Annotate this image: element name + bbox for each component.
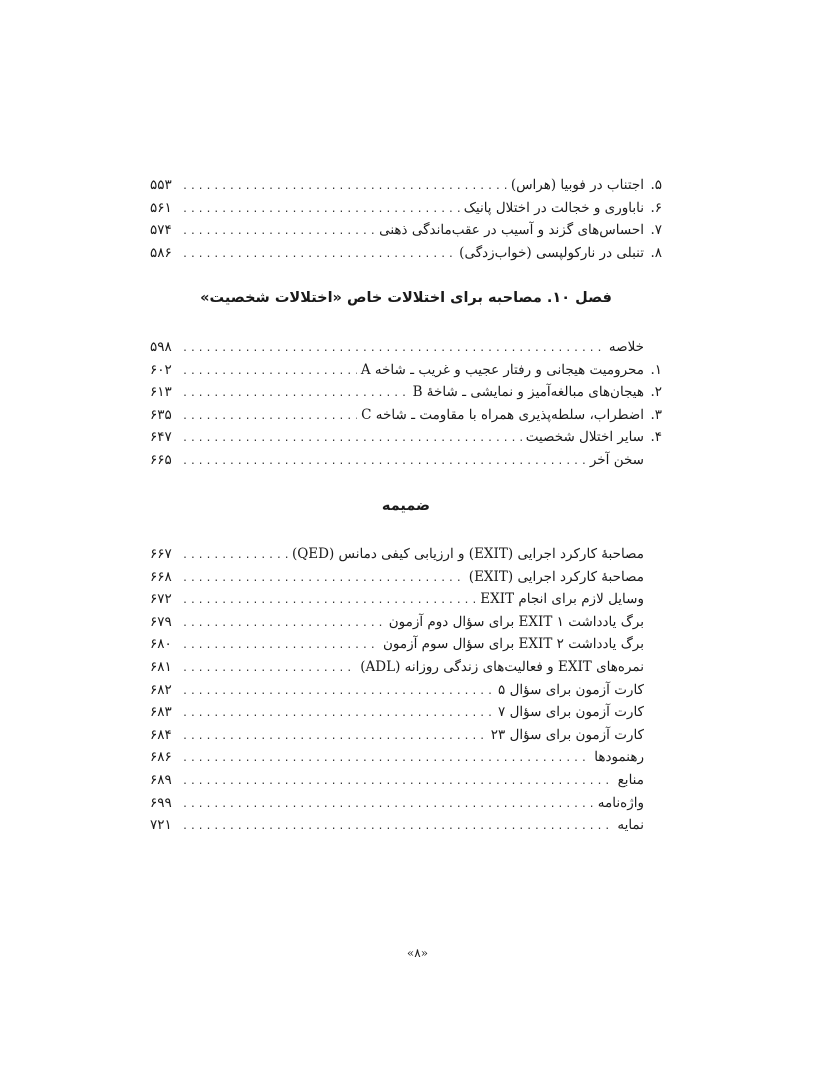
toc-appendix	[150, 543, 662, 837]
toc-entry: رهنمودها ..... ۶۸۶	[150, 746, 662, 769]
toc-entry: سخن آخر ..... ۶۶۵	[150, 449, 662, 472]
toc-chapter-10	[150, 336, 662, 472]
dot-leader	[182, 451, 586, 474]
dot-leader	[182, 545, 288, 568]
toc-entry: نمایه ..... ۷۲۱	[150, 814, 662, 837]
toc-entry: خلاصه ..... ۵۹۸	[150, 336, 662, 359]
toc-entry: ۷. احساس‌های گزند و آسیب در عقب‌ماندگی ذهنی ..... ۵۷۴	[150, 219, 662, 242]
page-number: «۸»	[406, 946, 429, 960]
toc-entry: کارت آزمون برای سؤال ۲۳ ..... ۶۸۴	[150, 724, 662, 747]
dot-leader	[182, 816, 613, 839]
dot-leader	[182, 383, 409, 406]
dot-leader	[182, 635, 379, 658]
dot-leader	[182, 221, 375, 244]
toc-entry: ۴. سایر اختلال شخصیت ..... ۶۴۷	[150, 426, 662, 449]
toc-entry: کارت آزمون برای سؤال ۷ ..... ۶۸۳	[150, 701, 662, 724]
dot-leader	[182, 406, 357, 429]
dot-leader	[182, 176, 507, 199]
dot-leader	[182, 590, 476, 613]
toc-section-top	[150, 174, 662, 264]
toc-entry: ۳. اضطراب، سلطه‌پذیری همراه با مقاومت ـ شاخه C ..... ۶۳۵	[150, 404, 662, 427]
toc-entry: کارت آزمون برای سؤال ۵ ..... ۶۸۲	[150, 679, 662, 702]
dot-leader	[182, 338, 605, 361]
toc-entry: وسایل لازم برای انجام EXIT ..... ۶۷۲	[150, 588, 662, 611]
appendix-heading: ضمیمه	[381, 498, 431, 514]
chapter-heading: فصل ۱۰. مصاحبه برای اختلالات خاص «اختلالات شخصیت»	[200, 290, 612, 306]
dot-leader	[182, 199, 460, 222]
toc-entry: برگ یادداشت ۱ EXIT برای سؤال دوم آزمون ..... ۶۷۹	[150, 611, 662, 634]
dot-leader	[182, 748, 590, 771]
dot-leader	[182, 568, 465, 591]
dot-leader	[182, 361, 357, 384]
toc-entry: ۲. هیجان‌های مبالغه‌آمیز و نمایشی ـ شاخهٔ B ..... ۶۱۳	[150, 381, 662, 404]
dot-leader	[182, 726, 487, 749]
toc-entry: برگ یادداشت ۲ EXIT برای سؤال سوم آزمون ..... ۶۸۰	[150, 633, 662, 656]
dot-leader	[182, 244, 455, 267]
toc-entry: ۸. تنبلی در نارکولپسی (خواب‌زدگی) ..... ۵۸۶	[150, 242, 662, 265]
dot-leader	[182, 681, 494, 704]
toc-entry: واژه‌نامه ..... ۶۹۹	[150, 792, 662, 815]
dot-leader	[182, 428, 522, 451]
toc-entry: نمره‌های EXIT و فعالیت‌های زندگی روزانه (ADL) ..... ۶۸۱	[150, 656, 662, 679]
toc-entry: مصاحبهٔ کارکرد اجرایی (EXIT) ..... ۶۶۸	[150, 566, 662, 589]
dot-leader	[182, 771, 614, 794]
dot-leader	[182, 658, 356, 681]
toc-entry: ۱. محرومیت هیجانی و رفتار عجیب و غریب ـ شاخه A ..... ۶۰۲	[150, 359, 662, 382]
toc-entry: ۶. ناباوری و خجالت در اختلال پانیک ..... ۵۶۱	[150, 197, 662, 220]
dot-leader	[182, 613, 385, 636]
toc-entry: مصاحبهٔ کارکرد اجرایی (EXIT) و ارزیابی کیفی دمانس (QED) ..... ۶۶۷	[150, 543, 662, 566]
toc-entry: منابع ..... ۶۸۹	[150, 769, 662, 792]
dot-leader	[182, 794, 594, 817]
dot-leader	[182, 703, 494, 726]
toc-entry: ۵. اجتناب در فوبیا (هراس) ..... ۵۵۳	[150, 174, 662, 197]
